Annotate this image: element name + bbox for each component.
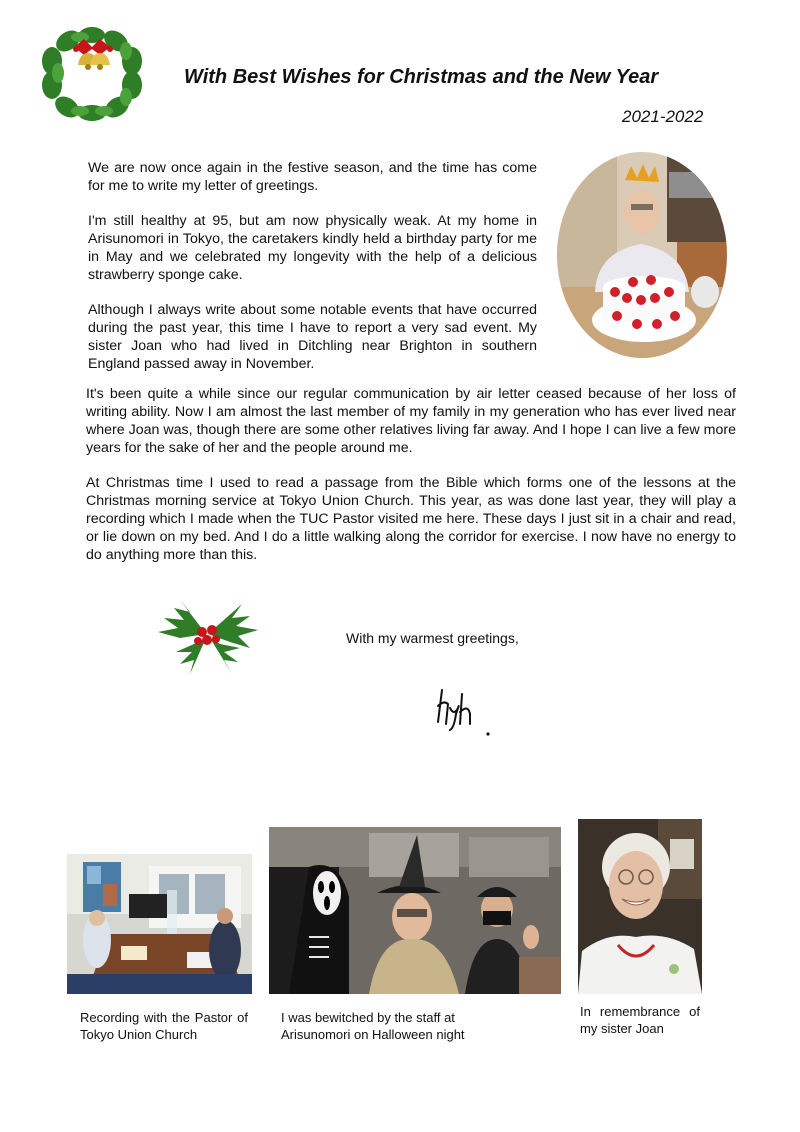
paragraph-sad-event: Although I always write about some notable events that have occurred during the past year, this time I have to report a very sad event. My sister Joan who had lived in Ditchling near Brighton in southern England passed away in November. — [88, 302, 537, 372]
paragraph-festive-season: We are now once again in the festive season, and the time has come for me to write my letter of greetings. — [88, 160, 537, 194]
joan-photo — [578, 819, 702, 994]
page-title: With Best Wishes for Christmas and the New Year — [184, 66, 659, 88]
birthday-photo — [557, 152, 727, 358]
recording-photo — [67, 854, 252, 994]
caption-remembrance: In remembrance of my sister Joan — [580, 1004, 700, 1036]
year-label: 2021-2022 — [622, 107, 704, 126]
caption-recording: Recording with the Pastor of Tokyo Union Church — [80, 1010, 248, 1042]
christmas-wreath-icon — [40, 25, 144, 121]
caption-halloween: I was bewitched by the staff at Arisunomori on Halloween night — [281, 1010, 465, 1042]
handwritten-signature — [432, 684, 496, 740]
paragraph-air-letter: It's been quite a while since our regular communication by air letter ceased because of her loss of writing ability. Now I am almost the last member of my family in my generation who has ever lived near where Joan was, though there are some other relatives living far away. And I hope I can live a few more years for the sake of her and the people around me. — [86, 386, 736, 456]
holly-sprig-icon — [150, 594, 264, 678]
paragraph-christmas-reading: At Christmas time I used to read a passage from the Bible which forms one of the lessons at the Christmas morning service at Tokyo Union Church. This year, as was done last year, they will play a recording which I made when the TUC Pastor visited me here. These days I just sit in a chair and read, or lie down on my bed. And I do a little walking along the corridor for exercise. I now have no energy to do anything more than this. — [86, 475, 736, 563]
halloween-photo — [269, 827, 561, 994]
closing-greeting: With my warmest greetings, — [346, 630, 519, 646]
paragraph-health: I'm still healthy at 95, but am now physically weak. At my home in Arisunomori in Tokyo, the caretakers kindly held a birthday party for me in May and we celebrated my longevity with the help of a delicious strawberry sponge cake. — [88, 213, 537, 283]
